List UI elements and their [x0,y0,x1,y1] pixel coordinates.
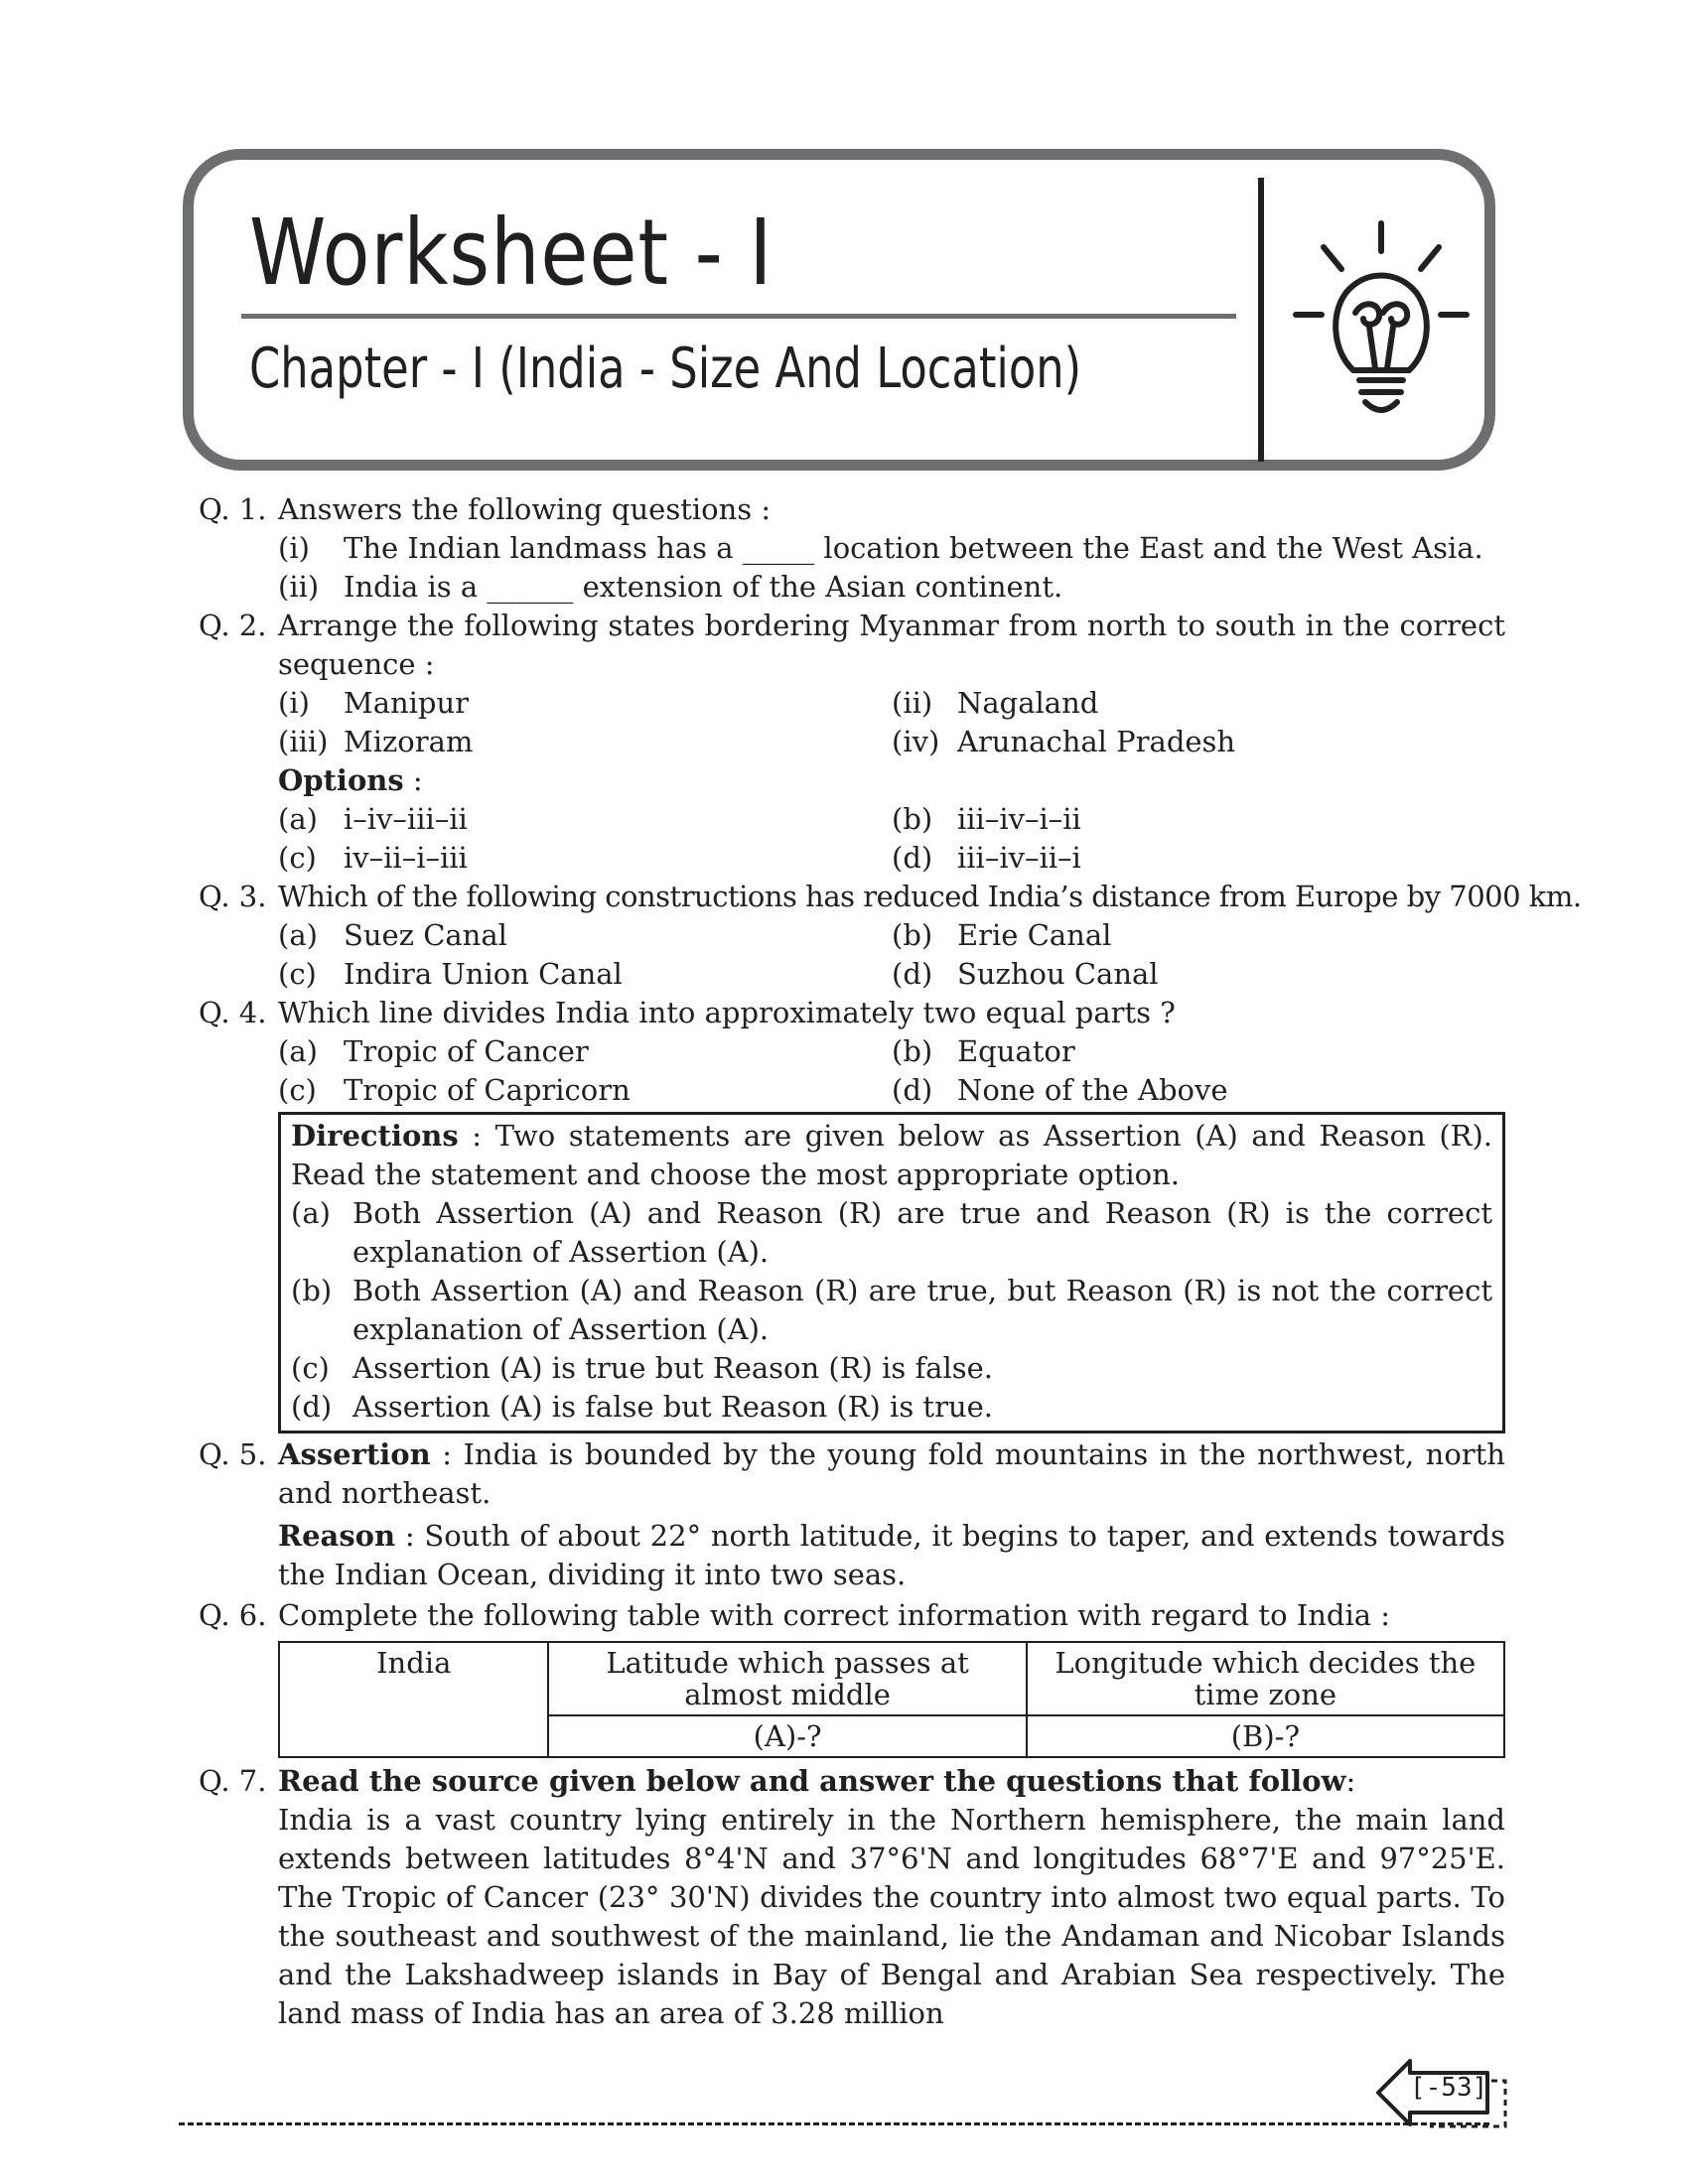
option [892,1071,1505,1110]
option [278,955,892,994]
option-text: Assertion (A) is true but Reason (R) is false. [352,1351,994,1385]
directions-option [291,1272,1492,1349]
option-label: (d) [892,841,933,875]
option-list [278,800,1505,839]
option-list [278,1071,1505,1110]
option-label: (a) [278,1034,318,1068]
option-label: (d) [892,957,933,991]
worksheet-title: Worksheet - I [249,200,774,306]
question-7 [199,1762,1505,2033]
list-item [892,684,1505,723]
table-cell: (A)-? [548,1715,1026,1757]
option-label: (d) [291,1390,333,1424]
directions-body: : Two statements are given below as Assertion (A) and Reason (R). Read the statement and choose the most appropriate option. [291,1119,1492,1191]
reason-label: Reason [278,1519,396,1553]
option-list [278,916,1505,955]
directions-option [291,1388,1492,1427]
option-label: (c) [278,1073,317,1107]
state-list [278,723,1505,761]
assertion-label: Assertion [278,1437,431,1471]
directions-text [291,1117,1492,1194]
option-text: Tropic of Cancer [344,1034,589,1068]
option-label: (c) [291,1351,330,1385]
table-cell: Longitude which decides the time zone [1027,1642,1504,1715]
page-number: [-53] [1410,2073,1488,2103]
option-text: iii–iv–ii–i [957,841,1081,875]
option-text: None of the Above [957,1073,1228,1107]
table-row [279,1642,1504,1715]
options-heading [278,761,1505,800]
directions-option [291,1349,1492,1388]
state-list [278,684,1505,723]
option-text: Erie Canal [957,918,1112,952]
question-text: Which of the following constructions has reduced India’s distance from Europe by 7000 km. [278,880,1582,913]
options-heading-label: Options [278,763,404,797]
option-label: (c) [278,957,317,991]
assertion [278,1435,1505,1513]
chapter-title: Chapter - I (India - Size And Location) [249,337,1082,401]
table-cell: Latitude which passes at almost middle [548,1642,1026,1715]
item-label: (i) [278,686,310,720]
question-number: Q. 6. [199,1598,267,1632]
question-text: Answers the following questions : [278,492,772,526]
option [278,1032,892,1071]
option-text: iv–ii–i–iii [344,841,468,875]
reason-text: : South of about 22° north latitude, it begins to taper, and extends towards the Indian Ocean, dividing it into two seas. [278,1519,1505,1591]
option-text: Both Assertion (A) and Reason (R) are true, but Reason (R) is not the correct explanation of Assertion (A). [352,1274,1492,1346]
option-text: iii–iv–i–ii [957,802,1081,836]
footer-dashed-line [179,2122,1489,2125]
header-divider [1258,178,1264,462]
sub-label: (ii) [278,570,320,604]
directions-box [278,1112,1505,1433]
question-4 [199,994,1505,1110]
worksheet-header [183,149,1495,471]
option-text: Assertion (A) is false but Reason (R) is true. [352,1390,994,1424]
sub-text: The Indian landmass has a _____ location between the East and the West Asia. [344,531,1483,565]
question-3 [199,878,1582,994]
option [892,800,1505,839]
question-number: Q. 3. [199,880,267,913]
option-label: (a) [278,918,318,952]
option-text: Equator [957,1034,1075,1068]
worksheet-content [199,490,1582,2033]
option-text: i–iv–iii–ii [344,802,468,836]
item-text: Arunachal Pradesh [957,725,1236,758]
directions-option [291,1194,1492,1272]
option-list [278,839,1505,878]
item-label: (iii) [278,725,329,758]
option [278,1071,892,1110]
reason [278,1517,1505,1594]
option-label: (b) [892,1034,933,1068]
question-text: Complete the following table with correct information with regard to India : [278,1598,1390,1632]
question-6 [199,1596,1505,1635]
option-text: Indira Union Canal [344,957,623,991]
option [892,839,1505,878]
options-heading-colon: : [403,763,423,797]
source-heading: Read the source given below and answer the questions that follow [278,1764,1346,1798]
option-text: Tropic of Capricorn [344,1073,631,1107]
question-heading [278,1762,1505,1801]
question-5 [199,1435,1505,1594]
option-label: (d) [892,1073,933,1107]
question-1 [199,490,1505,607]
option-label: (c) [278,841,317,875]
question-2 [199,607,1505,878]
list-item [278,723,892,761]
table-cell: (B)-? [1027,1715,1504,1757]
list-item [278,684,892,723]
option [278,800,892,839]
option-label: (b) [291,1274,333,1307]
option [278,839,892,878]
option-text: Suez Canal [344,918,507,952]
option [892,955,1505,994]
directions-heading: Directions [291,1119,459,1153]
assertion-text: : India is bounded by the young fold mountains in the northwest, north and northeast. [278,1437,1505,1510]
option-label: (a) [278,802,318,836]
item-text: Manipur [344,686,470,720]
header-rule [241,314,1236,319]
list-item [892,723,1505,761]
sub-question [278,568,1505,607]
question-text: Arrange the following states bordering Myanmar from north to south in the correct sequence : [278,609,1505,681]
question-number: Q. 5. [199,1437,267,1471]
option [278,916,892,955]
item-label: (ii) [892,686,933,720]
option-text: Both Assertion (A) and Reason (R) are true and Reason (R) is the correct explanation of Assertion (A). [352,1196,1492,1269]
india-table [278,1641,1505,1758]
question-number: Q. 2. [199,609,267,642]
question-text: Which line divides India into approximately two equal parts ? [278,996,1176,1029]
option-label: (b) [892,802,933,836]
item-text: Mizoram [344,725,474,758]
option [892,916,1505,955]
item-label: (iv) [892,725,940,758]
source-passage: India is a vast country lying entirely in the Northern hemisphere, the main land extends between latitudes 8°4'N and 37°6'N and longitudes 68°7'E and 97°25'E. The Tropic of Cancer (23° 30'N) divides the country into almost two equal parts. To the southeast and southwest of the mainland, lie the Andaman and Nicobar Islands and the Lakshadweep islands in Bay of Bengal and Arabian Sea respectively. The land mass of India has an area of 3.28 million [278,1803,1505,2030]
item-text: Nagaland [957,686,1099,720]
option-text: Suzhou Canal [957,957,1159,991]
sub-question [278,529,1505,568]
question-number: Q. 4. [199,996,267,1029]
option-label: (b) [892,918,933,952]
question-number: Q. 1. [199,492,267,526]
source-heading-colon: : [1345,1764,1356,1798]
lightbulb-icon [1282,213,1480,432]
sub-text: India is a ______ extension of the Asian continent. [344,570,1063,604]
table-cell: India [279,1642,548,1757]
question-number: Q. 7. [199,1764,267,1798]
option-list [278,955,1505,994]
option-list [278,1032,1505,1071]
option [892,1032,1505,1071]
sub-label: (i) [278,531,310,565]
option-label: (a) [291,1196,331,1230]
